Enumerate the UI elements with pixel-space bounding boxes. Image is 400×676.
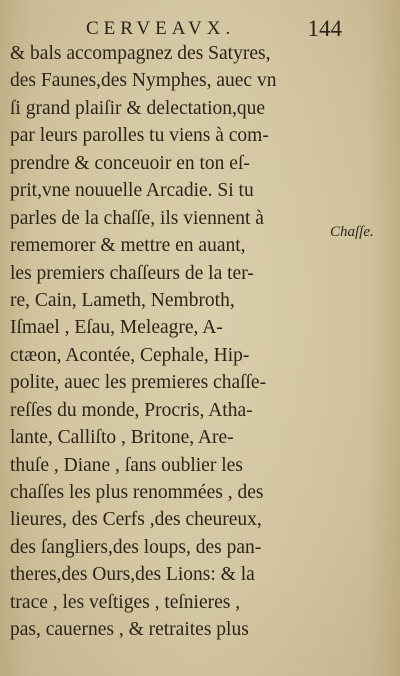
text-line: chaſſes les plus renommées , des bbox=[10, 482, 264, 503]
text-line: reſſes du monde, Procris, Atha- bbox=[10, 399, 253, 421]
text-line: ſi grand plaiſir & delectation,que bbox=[10, 97, 266, 119]
text-line: lante, Calliſto , Britone, Are- bbox=[10, 427, 234, 449]
text-line: ctæon, Acontée, Cephale, Hip- bbox=[10, 344, 250, 366]
text-line: prit,vne nouuelle Arcadie. Si tu bbox=[10, 180, 254, 202]
body-text bbox=[10, 40, 336, 644]
text-line: Iſmael , Eſau, Meleagre, A- bbox=[10, 317, 223, 339]
text-line: parles de la chaſſe, ils viennent à bbox=[10, 207, 264, 229]
text-line: trace , les veſtiges , teſnieres , bbox=[10, 591, 241, 613]
text-line: les premiers chaſſeurs de la ter- bbox=[10, 262, 254, 284]
text-line: polite, auec les premieres chaſſe- bbox=[10, 372, 267, 394]
running-head: CERVEAVX. bbox=[86, 18, 236, 39]
page-number: 144 bbox=[307, 16, 342, 41]
text-line: lieures, des Cerfs ,des cheureux, bbox=[10, 509, 262, 531]
text-line: pas, cauernes , & retraites plus bbox=[10, 619, 249, 641]
text-line: des Faunes,des Nymphes, auec vn bbox=[10, 70, 277, 92]
text-line: re, Cain, Lameth, Nembroth, bbox=[10, 289, 235, 311]
text-line: & bals accompagnez des Satyres, bbox=[10, 43, 271, 64]
margin-note: Chaſſe. bbox=[330, 224, 374, 240]
text-line: prendre & conceuoir en ton eſ- bbox=[10, 152, 250, 174]
text-line: theres,des Ours,des Lions: & la bbox=[10, 564, 255, 586]
page-header bbox=[86, 18, 342, 42]
text-line: des ſangliers,des loups, des pan- bbox=[10, 536, 262, 558]
text-line: par leurs parolles tu viens à com- bbox=[10, 125, 269, 147]
text-line: thuſe , Diane , ſans oublier les bbox=[10, 454, 243, 476]
text-line: rememorer & mettre en auant, bbox=[10, 235, 246, 257]
